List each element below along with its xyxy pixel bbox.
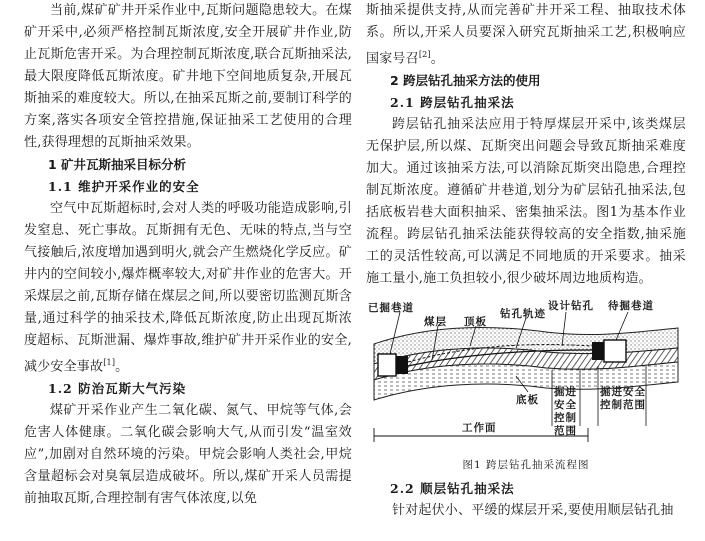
figure-1: [366, 296, 686, 456]
section-2-2-heading: 2.2 顺层钻孔抽采法: [390, 481, 515, 497]
mined-roadway-core: [396, 356, 408, 374]
continued-text: 斯抽采提供支持,从而完善矿井开采工程、抽取技术体系。所以,开采人员要深入研究瓦斯抽采工艺,积极响应国家号召: [366, 3, 686, 67]
label-control-range-1: 掘进安全控制范围: [554, 386, 577, 438]
section-2-1-paragraph: 跨层钻孔抽采法应用于特厚煤层开采中,该类煤层无保护层,所以煤、瓦斯突出问题会导致瓦斯抽采难度加大。通过该抽采方法,可以消除瓦斯突出隐患,合理控制瓦斯浓度。遵循矿井巷道,划分为矿层钻孔抽采法,包括底板岩巷大面积抽采、密集抽采法。图1为基本作业流程。跨层钻孔抽采法能获得较高的安全指数,抽采施工的灵活性较高,可以满足不同地质的开采要求。抽采施工量小,施工负担较小,很少破坏周边地质构造。: [366, 117, 686, 287]
to-dig-roadway-box: [604, 340, 626, 362]
intro-paragraph: 当前,煤矿矿井开采作业中,瓦斯问题隐患较大。在煤矿开采中,必须严格控制瓦斯浓度,安全开展矿井作业,防止瓦斯危害开采。为合理控制瓦斯浓度,联合瓦斯抽采法,最大限度降低瓦斯浓度。矿井地下空间地质复杂,开展瓦斯抽采的难度较大。所以,在抽采瓦斯之前,要制订科学的方案,落实各项安全管控措施,保证抽采工艺使用的合理性,获得理想的瓦斯抽采效果。: [24, 3, 352, 150]
section-1-1-heading: 1.1 维护开采作业的安全: [48, 179, 200, 194]
section-2-heading: 2 跨层钻孔抽采方法的使用: [390, 73, 541, 89]
section-1-1-text: 空气中瓦斯超标时,会对人类的呼吸功能造成影响,引发窒息、死亡事故。瓦斯拥有无色、无味的特点,当与空气接触后,浓度增加遇到明火,就会产生燃烧化学反应。矿井内的空间较小,爆炸概率较大,对矿井作业的危害大。开采煤层之前,瓦斯存储在煤层之间,所以要密切监测瓦斯含量,通过科学的抽采技术,降低瓦斯浓度,防止出现瓦斯浓度超标、瓦斯泄漏、爆炸事故,维护矿井开采作业的安全,减少安全事故: [24, 201, 352, 375]
label-work-face: 工作面: [462, 422, 497, 435]
left-column: [24, 0, 352, 510]
label-mined-roadway: 已掘巷道: [368, 302, 414, 315]
label-control-range-2: 掘进安全控制范围: [600, 386, 646, 412]
figure-1-caption: 图1 跨层钻孔抽采流程图: [462, 459, 590, 472]
section-1-heading: 1 矿井瓦斯抽采目标分析: [48, 157, 187, 172]
label-design-hole: 设计钻孔: [548, 300, 594, 313]
citation-1: [1]: [103, 358, 116, 367]
continued-end: 。: [430, 51, 444, 67]
section-1-2-heading: 1.2 防治瓦斯大气污染: [48, 381, 187, 397]
label-coal-seam: 煤层: [424, 316, 447, 329]
citation-2: [2]: [418, 50, 431, 59]
to-dig-roadway-core: [592, 342, 604, 360]
section-1-1-end: 。: [115, 359, 129, 375]
label-floor: 底板: [516, 394, 539, 407]
mined-roadway-box: [378, 354, 396, 376]
continued-paragraph: [366, 0, 686, 70]
section-1-2-paragraph: 煤矿开采作业产生二氧化碳、氮气、甲烷等气体,会危害人体健康。二氧化碳会影响大气,从而引发“温室效应”,加剧对自然环境的污染。甲烷会影响人类社会,甲烷含量超标会对臭氧层造成破坏。所以,煤矿开采人员需提前抽取瓦斯,合理控制有害气体浓度,以免: [24, 403, 352, 507]
right-column: [366, 0, 686, 522]
section-2-2-paragraph: 针对起伏小、平缓的煤层开采,要使用顺层钻孔抽: [392, 503, 674, 519]
section-1-1-paragraph: [24, 198, 352, 378]
label-to-dig-roadway: 待掘巷道: [608, 300, 654, 313]
label-roof: 顶板: [464, 316, 487, 329]
label-drill-track: 钻孔轨迹: [500, 308, 546, 321]
section-2-1-heading: 2.1 跨层钻孔抽采法: [390, 95, 515, 111]
